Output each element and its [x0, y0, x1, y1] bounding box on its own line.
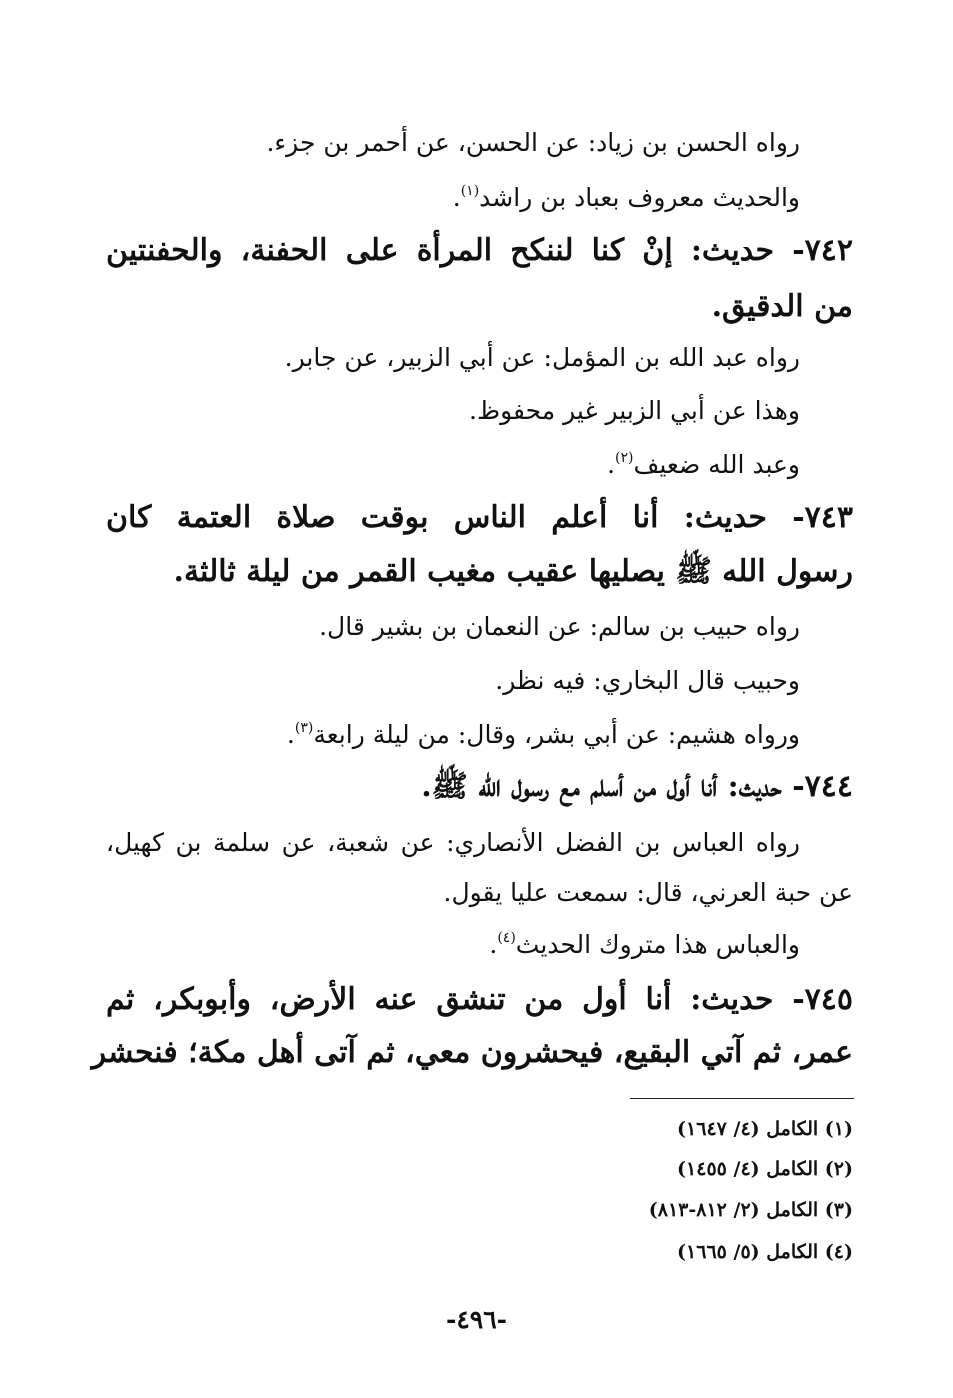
text-line [489, 932, 800, 957]
text-line: وهذا عن أبي الزبير غير محفوظ. [469, 396, 800, 425]
text-line: وحبيب قال البخاري: فيه نظر. [495, 666, 800, 695]
line-text: وعبد الله ضعيف [633, 450, 800, 479]
footnote: (٢) الكامل (٤/ ١٤٥٥) [677, 1158, 853, 1180]
line-end: . [607, 450, 616, 479]
hadith-heading-cont: من الدقيق. [711, 289, 853, 324]
line-text: والعباس هذا متروك الحديث [515, 930, 800, 959]
hadith-heading: ٧٤٤- حديث: أنا أول من أسلم مع رسول الله ﷺ. [421, 769, 853, 804]
footnote-ref: (١) [460, 183, 480, 199]
footnote: (٤) الكامل (٥/ ١٦٦٥) [677, 1241, 853, 1263]
hadith-heading-cont: رسول الله ﷺ يصليها عقيب مغيب القمر من ليلة ثالثة. [173, 554, 853, 589]
text-line [453, 185, 800, 210]
hadith-heading-cont: عمر، ثم آتي البقيع، فيحشرون معي، ثم آتى أهل مكة؛ فنحشر [91, 1035, 853, 1070]
hadith-heading: ٧٤٥- حديث: أنا أول من تنشق عنه الأرض، وأبوبكر، ثم [106, 982, 853, 1017]
line-end: . [286, 720, 295, 749]
text-line: رواه عبد الله بن المؤمل: عن أبي الزبير، عن جابر. [284, 343, 800, 372]
footnote-separator [630, 1098, 854, 1099]
hadith-heading: ٧٤٢- حديث: إنْ كنا لننكح المرأة على الحفنة، والحفنتين [106, 233, 853, 268]
text-line: رواه حبيب بن سالم: عن النعمان بن بشير قال. [319, 612, 800, 641]
footnote-ref: (٢) [615, 450, 634, 466]
line-end: . [452, 183, 461, 212]
text-line: رواه الحسن بن زياد: عن الحسن، عن أحمر بن جزء. [266, 128, 800, 157]
footnote-ref: (٤) [497, 930, 516, 946]
line-end: . [489, 930, 498, 959]
footnote: (١) الكامل (٤/ ١٦٤٧) [677, 1118, 853, 1140]
text-line: رواه العباس بن الفضل الأنصاري: عن شعبة، عن سلمة بن كهيل، [106, 828, 800, 857]
footnote-ref: (٣) [294, 720, 314, 736]
line-text: ورواه هشيم: عن أبي بشر، وقال: من ليلة رابعة [313, 720, 800, 749]
page-number: -٤٩٦- [445, 1305, 508, 1334]
hadith-heading: ٧٤٣- حديث: أنا أعلم الناس بوقت صلاة العتمة كان [106, 500, 853, 535]
text-line: عن حبة العرني، قال: سمعت عليا يقول. [443, 878, 853, 907]
line-text: والحديث معروف بعباد بن راشد [479, 183, 800, 212]
text-line [287, 722, 800, 747]
footnote: (٣) الكامل (٢/ ٨١٢-٨١٣) [648, 1199, 853, 1221]
text-line [607, 452, 800, 477]
